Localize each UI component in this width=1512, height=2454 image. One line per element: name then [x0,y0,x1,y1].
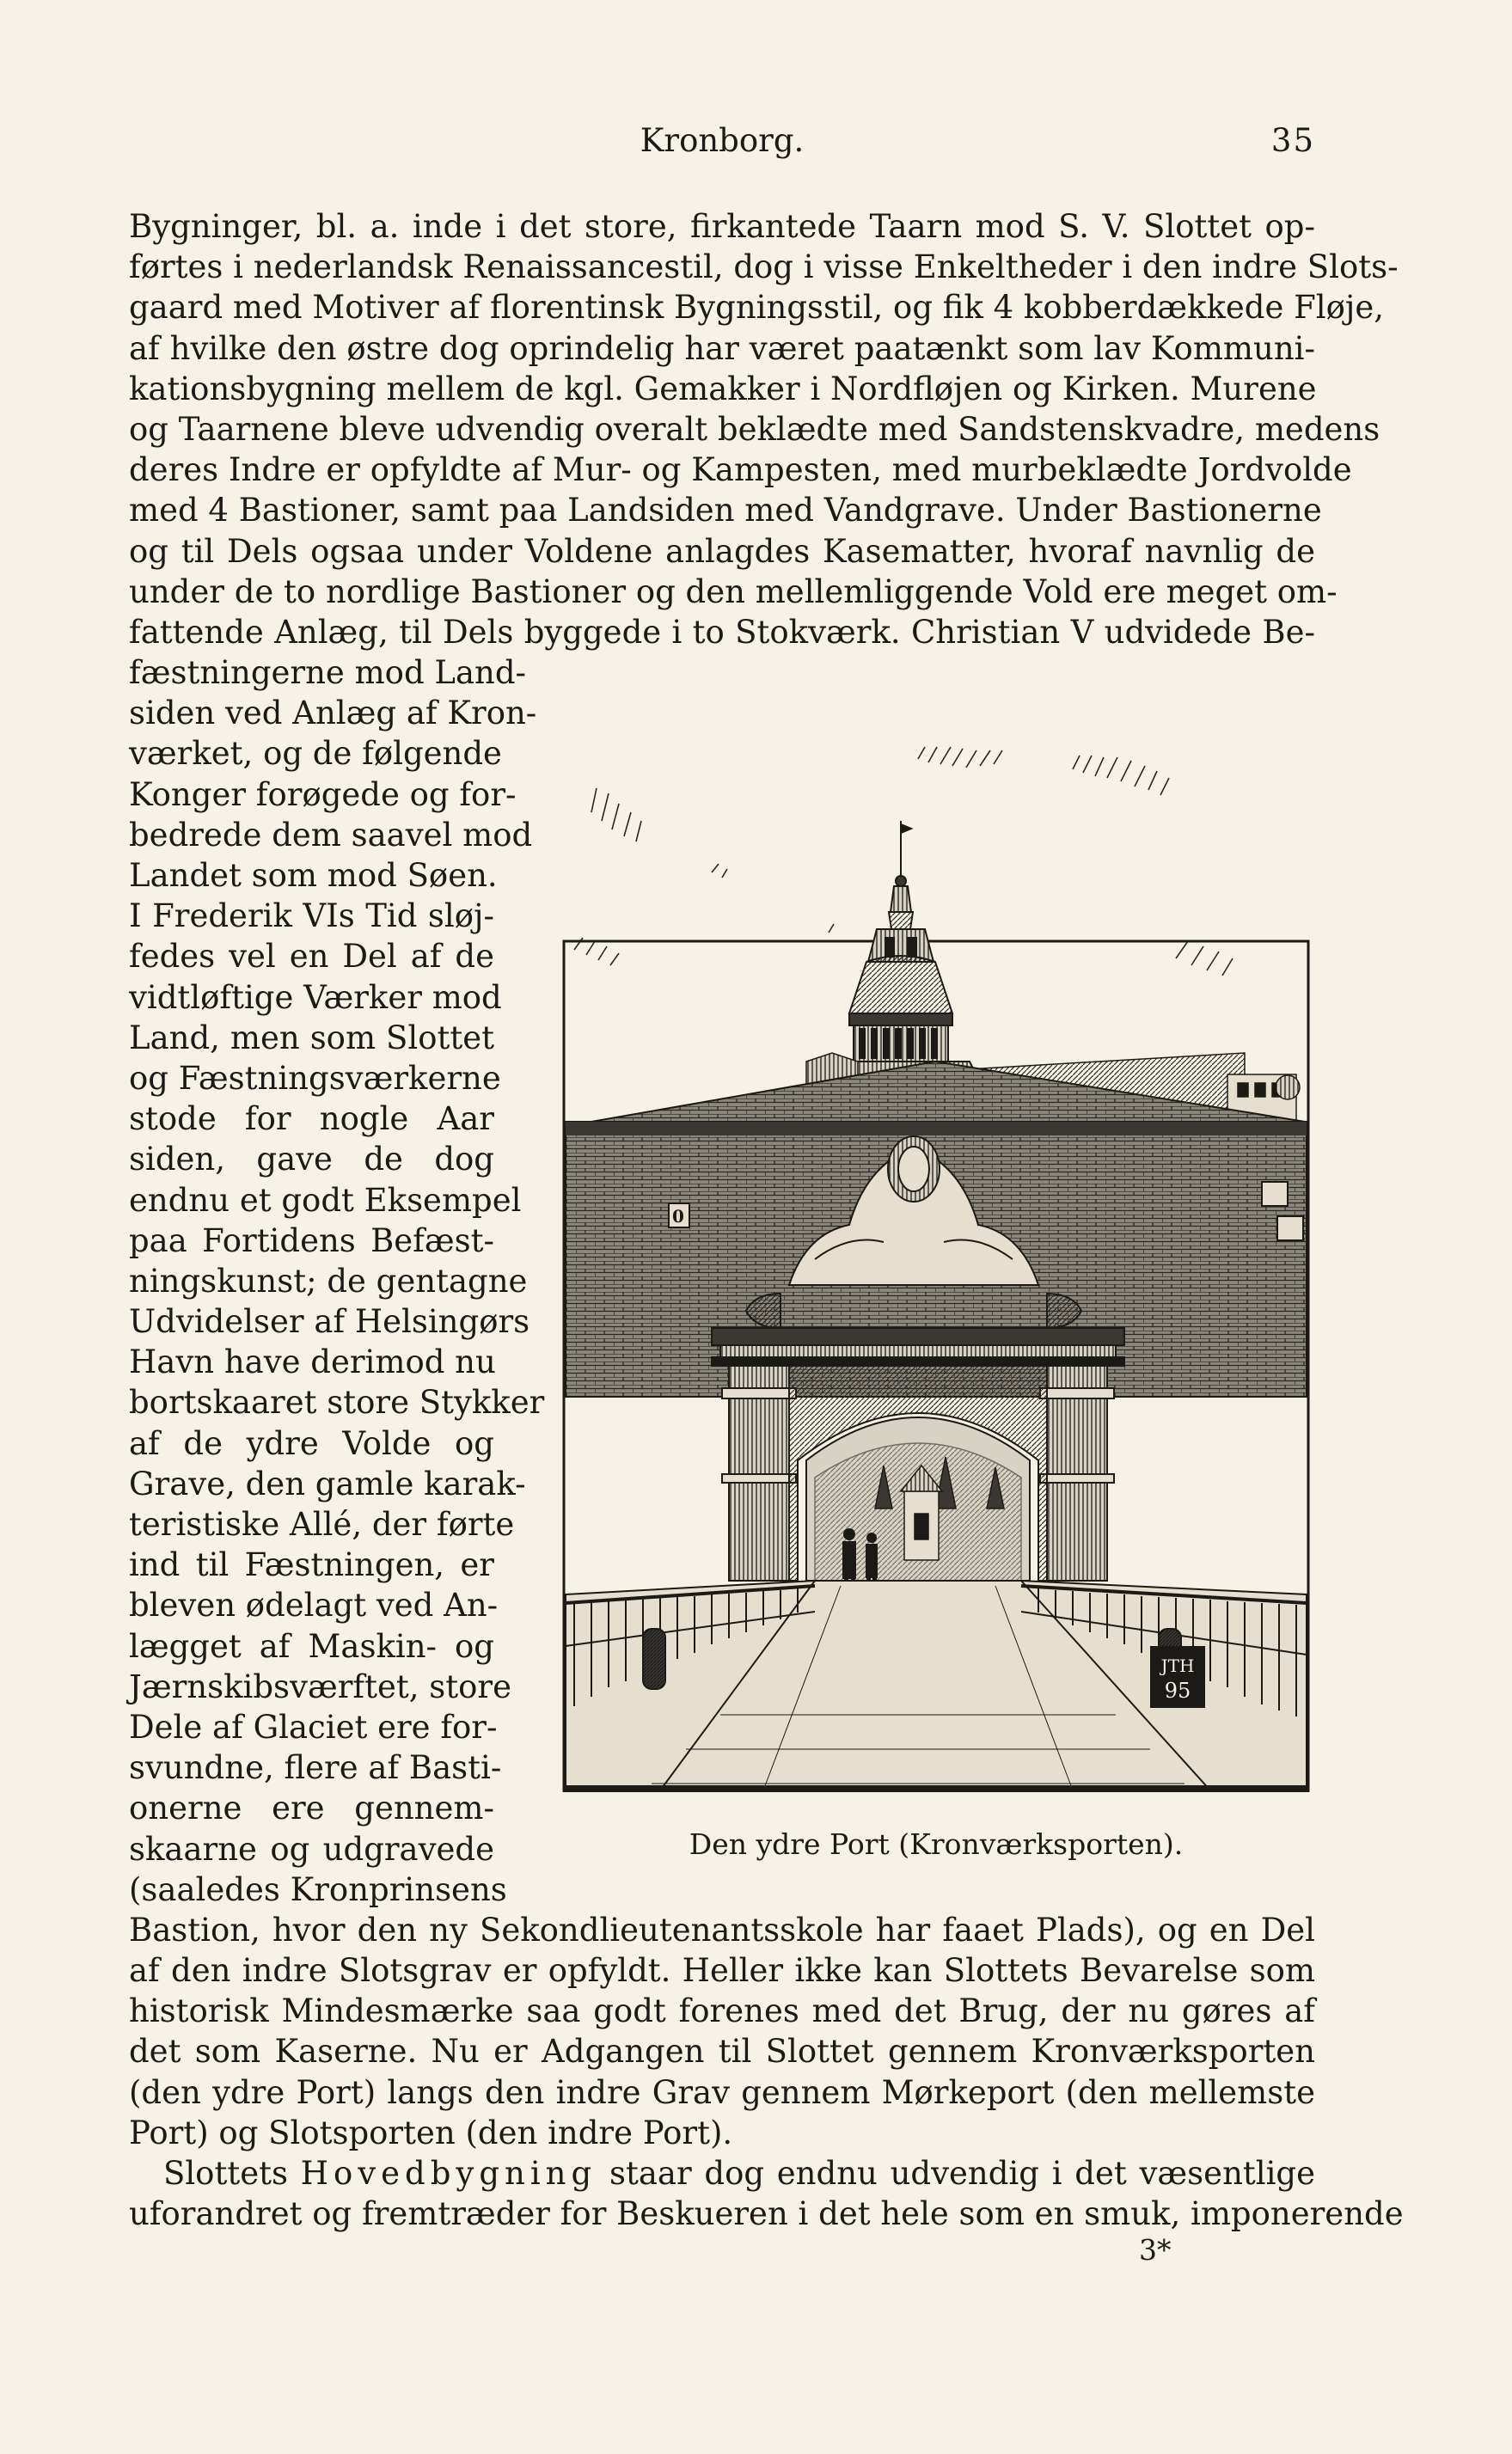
text-line: fattende Anlæg, til Dels byggede i to Stokværk. Christian V udvidede Be- [129,613,1315,651]
wall-cornice [566,1122,1307,1135]
engraver-monogram [1150,1646,1205,1708]
text-line: onerne ere gennem- [129,1790,494,1827]
text-line: skaarne og udgravede [129,1830,494,1868]
text-line: gaard med Motiver af florentinsk Bygningsstil, og fik 4 kobberdækkede Fløje, [129,289,1385,327]
text-line: af de ydre Volde og [129,1424,494,1462]
text-line: Port) og Slotsporten (den indre Port). [129,2114,733,2151]
paragraph-lead: Slottets [163,2155,288,2192]
text-line: ind til Fæstningen, er [129,1546,494,1584]
text-line: Havn have derimod nu [129,1343,496,1381]
text-line: Grave, den gamle karak- [129,1465,526,1502]
text-line: Landet som mod Søen. [129,857,498,894]
text-line: I Frederik VIs Tid sløj- [129,897,494,935]
tower-spire [815,821,987,1096]
text-line: Udvidelser af Helsingørs [129,1303,530,1341]
monogram-initials: JTH [1160,1655,1195,1676]
text-line: fæstningerne mod Land- [129,654,527,692]
page-header [129,122,1315,165]
text-line: under de to nordlige Bastioner og den mellemliggende Vold ere meget om- [129,572,1338,610]
engraving-kronvaerksporten [557,735,1315,1792]
monogram-year: 95 [1164,1679,1191,1703]
signature-mark: 3* [1139,2233,1172,2267]
text-line: endnu et godt Eksempel [129,1181,522,1219]
text-line: Dele af Glaciet ere for- [129,1708,498,1746]
paragraph-lead-rest: staar dog endnu udvendig i det væsentlige [609,2155,1316,2192]
plaque-glyph-left: 0 [672,1206,684,1227]
wall-plaque-right [1262,1182,1288,1206]
text-line: (saaledes Kronprinsens [129,1870,507,1908]
text-line: Bygninger, bl. a. inde i det store, firkantede Taarn mod S. V. Slottet op- [129,208,1315,245]
text-line: bleven ødelagt ved An- [129,1587,499,1625]
spaced-emphasis: Hovedbygning [300,2155,597,2192]
text-line: teristiske Allé, der førte [129,1506,515,1543]
text-line: det som Kaserne. Nu er Adgangen til Slottet gennem Kronværksporten [129,2033,1315,2071]
running-head: Kronborg. [640,122,805,159]
engraving-image [557,735,1315,1792]
text-line: uforandret og fremtræder for Beskueren i det hele som en smuk, imponerende [129,2195,1404,2233]
text-line: ningskunst; de gentagne [129,1262,528,1300]
wall-plaque-right-2 [1277,1216,1303,1240]
text-line: paa Fortidens Befæst- [129,1221,494,1259]
text-line: lægget af Maskin- og [129,1627,494,1665]
text-line: historisk Mindesmærke saa godt forenes med det Brug, der nu gøres af [129,1992,1315,2030]
text-line: og Fæstningsværkerne [129,1059,501,1097]
text-line: kationsbygning mellem de kgl. Gemakker i Nordfløjen og Kirken. Murene [129,370,1317,407]
text-line: siden ved Anlæg af Kron- [129,695,537,732]
text-line: Konger forøgede og for- [129,775,517,813]
text-line: af den indre Slotsgrav er opfyldt. Heller ikke kan Slottets Bevarelse som [129,1952,1315,1990]
text-line: fedes vel en Del af de [129,938,494,976]
page-number: 35 [1270,122,1315,159]
text-line: stode for nogle Aar [129,1100,494,1138]
text-line: med 4 Bastioner, samt paa Landsiden med Vandgrave. Under Bastionerne [129,492,1322,529]
text-line: deres Indre er opfyldte af Mur- og Kampesten, med murbeklædte Jordvolde [129,451,1352,489]
text-line: (den ydre Port) langs den indre Grav gennem Mørkeport (den mellemste [129,2073,1315,2111]
text-line: Bastion, hvor den ny Sekondlieutenantsskole har faaet Plads), og en Del [129,1911,1315,1949]
text-line: Jærnskibsværftet, store [129,1668,511,1705]
text-line: bedrede dem saavel mod [129,816,533,854]
text-line: og Taarnene bleve udvendig overalt beklædte med Sandstenskvadre, medens [129,410,1380,448]
text-line [129,2153,1315,2194]
engraving-bottom-rule [564,1785,1308,1790]
text-line: Land, men som Slottet [129,1019,494,1056]
text-line: svundne, flere af Basti- [129,1749,502,1787]
text-line: vidtløftige Værker mod [129,978,502,1016]
text-line: værket, og de følgende [129,735,502,773]
text-line: bortskaaret store Stykker [129,1384,545,1422]
figure-caption: Den ydre Port (Kronværksporten). [689,1827,1184,1861]
text-line: førtes i nederlandsk Renaissancestil, dog i visse Enkeltheder i den indre Slots- [129,248,1399,286]
text-line: siden, gave de dog [129,1141,494,1178]
text-line: og til Dels ogsaa under Voldene anlagdes Kasematter, hvoraf navnlig de [129,532,1315,570]
text-line: af hvilke den østre dog oprindelig har været paatænkt som lav Kommuni- [129,329,1315,367]
